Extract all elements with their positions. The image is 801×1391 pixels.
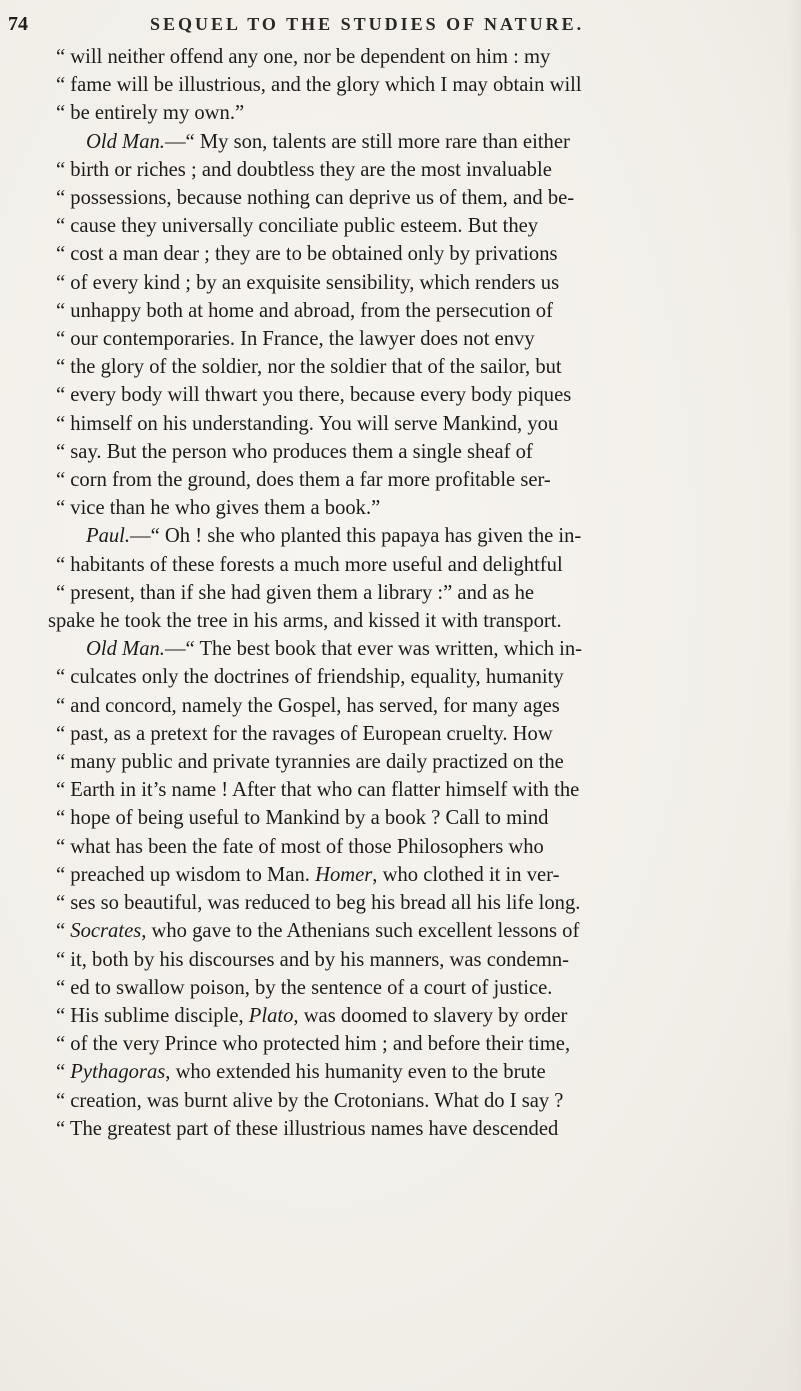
text-line: “ of every kind ; by an exquisite sensibility, which renders us xyxy=(56,271,560,294)
text-line: “ vice than he who gives them a book.” xyxy=(56,497,381,520)
text-line: “ preached up wisdom to Man. Homer, who clothed it in ver- xyxy=(56,863,560,886)
text-line: “ possessions, because nothing can deprive us of them, and be- xyxy=(56,187,575,210)
text-line: “ ed to swallow poison, by the sentence of a court of justice. xyxy=(56,976,553,999)
text-line: “ Socrates, who gave to the Athenians such excellent lessons of xyxy=(56,920,580,943)
text-line: “ what has been the fate of most of those Philosophers who xyxy=(56,835,544,858)
text-line: “ Earth in it’s name ! After that who can flatter himself with the xyxy=(56,779,580,802)
text-line: “ be entirely my own.” xyxy=(56,102,245,125)
text-line: Old Man.—“ My son, talents are still more rare than either xyxy=(86,130,570,153)
text-line: spake he took the tree in his arms, and kissed it with transport. xyxy=(48,610,562,633)
text-line: “ corn from the ground, does them a far more profitable ser- xyxy=(56,469,551,492)
text-line: “ say. But the person who produces them a single sheaf of xyxy=(56,440,533,463)
text-line: “ unhappy both at home and abroad, from the persecution of xyxy=(56,299,553,322)
text-line: “ many public and private tyrannies are daily practized on the xyxy=(56,751,564,774)
text-line: “ cost a man dear ; they are to be obtained only by privations xyxy=(56,243,558,266)
text-line: “ birth or riches ; and doubtless they are the most invaluable xyxy=(56,158,552,181)
text-line: “ Pythagoras, who extended his humanity even to the brute xyxy=(56,1061,546,1084)
text-line: “ and concord, namely the Gospel, has served, for many ages xyxy=(56,694,560,717)
text-line: “ of the very Prince who protected him ; and before their time, xyxy=(56,1033,571,1056)
text-line: “ hope of being useful to Mankind by a book ? Call to mind xyxy=(56,807,549,830)
text-line: “ creation, was burnt alive by the Crotonians. What do I say ? xyxy=(56,1089,564,1112)
text-line: “ every body will thwart you there, because every body piques xyxy=(56,384,572,407)
text-line: “ our contemporaries. In France, the lawyer does not envy xyxy=(56,328,535,351)
text-line: Paul.—“ Oh ! she who planted this papaya has given the in- xyxy=(86,525,582,548)
text-line: “ the glory of the soldier, nor the soldier that of the sailor, but xyxy=(56,356,562,379)
text-line: “ present, than if she had given them a library :” and as he xyxy=(56,581,535,604)
text-line: “ habitants of these forests a much more useful and delightful xyxy=(56,553,563,576)
text-line: “ The greatest part of these illustrious names have descended xyxy=(56,1117,559,1140)
running-title: SEQUEL TO THE STUDIES OF NATURE. xyxy=(150,14,585,34)
text-line: “ cause they universally conciliate public esteem. But they xyxy=(56,215,539,238)
text-line: “ culcates only the doctrines of friendship, equality, humanity xyxy=(56,666,564,689)
page-number: 74 xyxy=(8,13,28,35)
body-text xyxy=(48,43,790,1143)
text-line: “ fame will be illustrious, and the glory which I may obtain will xyxy=(56,74,582,97)
text-line: “ His sublime disciple, Plato, was doomed to slavery by order xyxy=(56,1004,568,1027)
text-line: “ past, as a pretext for the ravages of European cruelty. How xyxy=(56,722,553,745)
text-line: “ himself on his understanding. You will serve Mankind, you xyxy=(56,412,559,435)
text-line: “ ses so beautiful, was reduced to beg his bread all his life long. xyxy=(56,892,581,915)
text-line: “ will neither offend any one, nor be dependent on him : my xyxy=(56,46,551,68)
text-line: Old Man.—“ The best book that ever was written, which in- xyxy=(86,638,583,661)
text-line: “ it, both by his discourses and by his manners, was condemn- xyxy=(56,948,570,971)
